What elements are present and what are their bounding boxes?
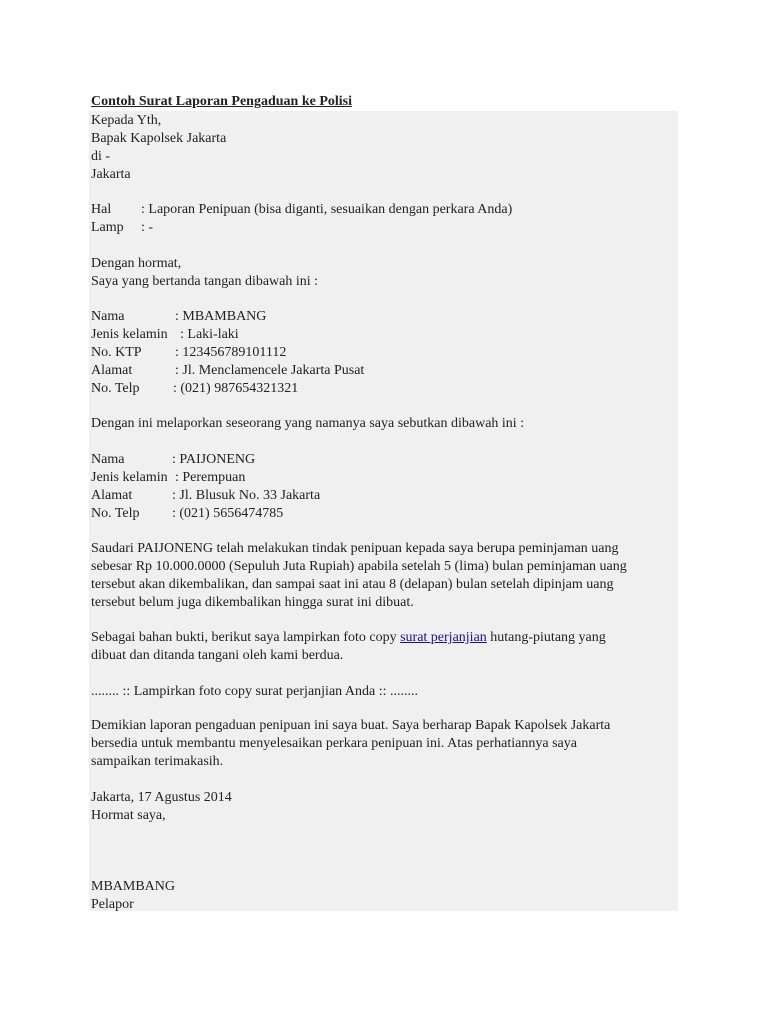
suspect-row bbox=[91, 451, 255, 469]
body-line: sebesar Rp 10.000.0000 (Sepuluh Juta Rupiah) apabila setelah 5 (lima) bulan peminjaman uang bbox=[91, 559, 627, 574]
subject-hal bbox=[91, 201, 512, 219]
surat-perjanjian-link[interactable]: surat perjanjian bbox=[400, 630, 487, 645]
field-value: : PAIJONENG bbox=[172, 452, 256, 467]
closing-line: sampaikan terimakasih. bbox=[91, 754, 224, 769]
report-intro: Dengan ini melaporkan seseorang yang namanya saya sebutkan dibawah ini : bbox=[91, 416, 525, 431]
closing-line: Demikian laporan pengaduan penipuan ini saya buat. Saya berharap Bapak Kapolsek Jakarta bbox=[91, 718, 611, 733]
hal-label: Hal bbox=[91, 202, 112, 217]
regards: Hormat saya, bbox=[91, 808, 166, 823]
body-line: tersebut belum juga dikembalikan hingga surat ini dibuat. bbox=[91, 595, 414, 610]
intro-line: Saya yang bertanda tangan dibawah ini : bbox=[91, 274, 319, 289]
lamp-value: : - bbox=[141, 220, 154, 235]
field-label: No. Telp bbox=[91, 506, 140, 521]
reporter-row bbox=[91, 344, 286, 362]
field-label: No. KTP bbox=[91, 345, 142, 360]
field-label: Nama bbox=[91, 309, 125, 324]
evidence-line: dibuat dan ditanda tangani oleh kami berdua. bbox=[91, 648, 344, 663]
address-line: Bapak Kapolsek Jakarta bbox=[91, 131, 227, 146]
reporter-row bbox=[91, 308, 266, 326]
reporter-row bbox=[91, 362, 364, 380]
body-line: Saudari PAIJONENG telah melakukan tindak penipuan kepada saya berupa peminjaman uang bbox=[91, 541, 619, 556]
field-label: Alamat bbox=[91, 363, 133, 378]
hal-value: : Laporan Penipuan (bisa diganti, sesuaikan dengan perkara Anda) bbox=[141, 202, 513, 217]
closing-line: bersedia untuk membantu menyelesaikan perkara penipuan ini. Atas perhatiannya saya bbox=[91, 736, 577, 751]
field-value: : Laki-laki bbox=[180, 327, 239, 342]
letter-title: Contoh Surat Laporan Pengaduan ke Polisi bbox=[91, 94, 352, 109]
field-label: Alamat bbox=[91, 488, 133, 503]
address-line: di - bbox=[91, 149, 111, 164]
field-label: No. Telp bbox=[91, 381, 140, 396]
address-line: Jakarta bbox=[91, 167, 131, 182]
lamp-label: Lamp bbox=[91, 220, 124, 235]
field-value: : 123456789101112 bbox=[175, 345, 287, 360]
suspect-row bbox=[91, 469, 245, 487]
field-value: : Jl. Blusuk No. 33 Jakarta bbox=[172, 488, 321, 503]
evidence-text: Sebagai bahan bukti, berikut saya lampirkan foto copy bbox=[91, 630, 401, 645]
body-line: tersebut akan dikembalikan, dan sampai saat ini atau 8 (delapan) bulan setelah dipinjam uang bbox=[91, 577, 614, 592]
evidence-text: hutang-piutang yang bbox=[486, 630, 606, 645]
field-label: Jenis kelamin bbox=[91, 327, 168, 342]
field-value: : Jl. Menclamencele Jakarta Pusat bbox=[175, 363, 365, 378]
reporter-row bbox=[91, 380, 298, 398]
reporter-row bbox=[91, 326, 239, 344]
attachment-note: ........ :: Lampirkan foto copy surat perjanjian Anda :: ........ bbox=[91, 684, 418, 699]
evidence-line bbox=[91, 629, 606, 647]
address-line: Kepada Yth, bbox=[91, 113, 162, 128]
field-value: : MBAMBANG bbox=[175, 309, 267, 324]
signer-name: MBAMBANG bbox=[91, 879, 176, 894]
signer-role: Pelapor bbox=[91, 897, 134, 912]
greeting: Dengan hormat, bbox=[91, 256, 182, 271]
field-value: : (021) 5656474785 bbox=[172, 506, 284, 521]
subject-lamp bbox=[91, 219, 153, 237]
field-label: Nama bbox=[91, 452, 125, 467]
field-value: : (021) 987654321321 bbox=[173, 381, 299, 396]
suspect-row bbox=[91, 505, 283, 523]
place-date: Jakarta, 17 Agustus 2014 bbox=[91, 790, 232, 805]
field-label: Jenis kelamin bbox=[91, 470, 168, 485]
suspect-row bbox=[91, 487, 320, 505]
field-value: : Perempuan bbox=[175, 470, 246, 485]
